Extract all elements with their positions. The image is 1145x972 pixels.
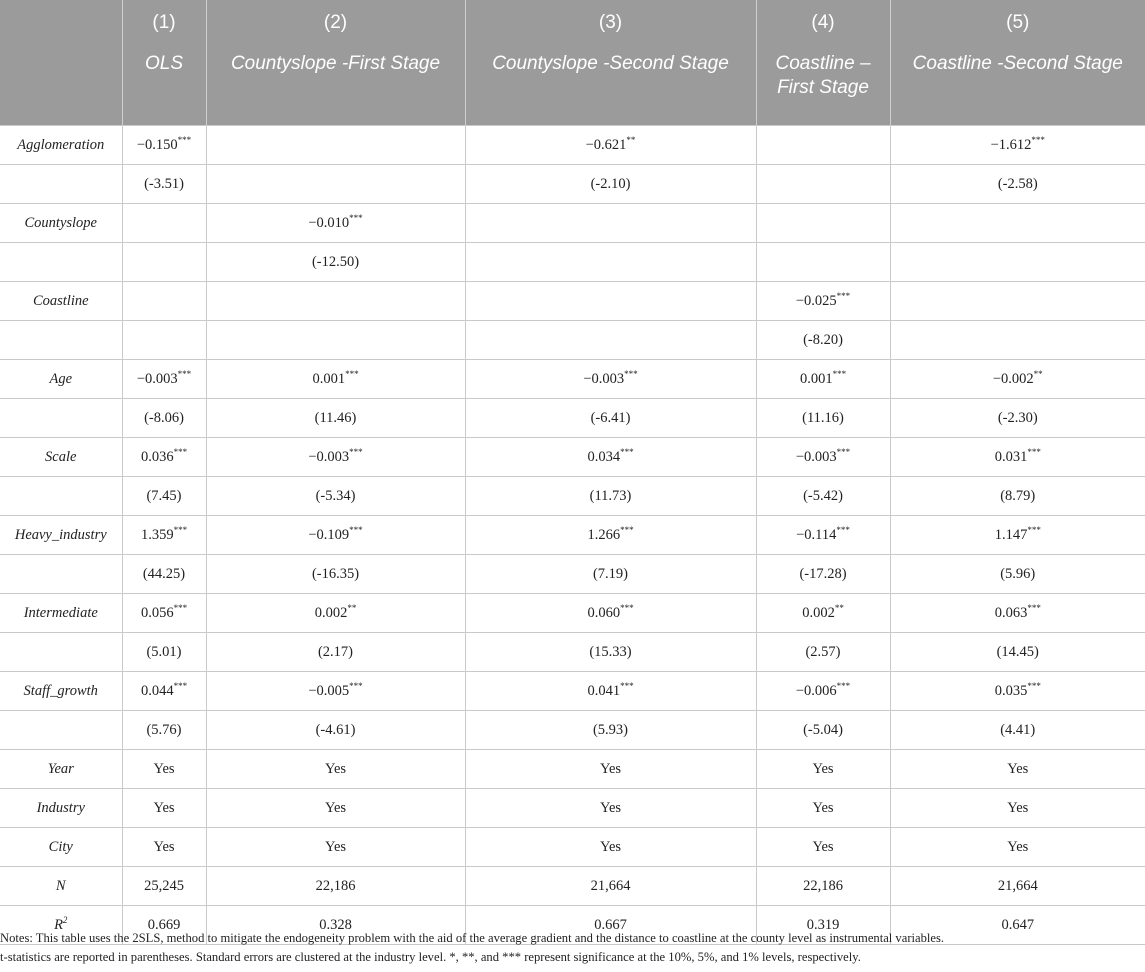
row-label (0, 477, 122, 516)
table-cell (756, 282, 890, 321)
table-cell (122, 360, 206, 399)
table-row (0, 789, 1145, 828)
table-cell (756, 360, 890, 399)
column-number-4: (4) (756, 0, 890, 42)
table-cell (206, 282, 465, 321)
table-cell: (5.96) (890, 555, 1145, 594)
coefficient-value: 0.041 (587, 682, 621, 699)
table-cell (756, 204, 890, 243)
coefficient-value: 0.056 (140, 604, 174, 621)
coefficient-value: 1.266 (587, 526, 621, 543)
table-cell: 0.669 (122, 906, 206, 945)
table-cell (122, 243, 206, 282)
table-cell (890, 516, 1145, 555)
table-cell (756, 126, 890, 165)
column-label-4: Coastline – First Stage (756, 42, 890, 126)
row-label-text: Scale (45, 448, 77, 465)
table-cell: (-16.35) (206, 555, 465, 594)
row-label (0, 399, 122, 438)
significance-stars: *** (1027, 680, 1041, 691)
table-cell: 22,186 (756, 867, 890, 906)
significance-stars: *** (173, 680, 188, 691)
significance-stars: *** (624, 368, 638, 379)
table-cell (206, 321, 465, 360)
table-cell: (2.57) (756, 633, 890, 672)
row-label-text: Heavy_industry (14, 526, 107, 543)
table-row-tstat (0, 321, 1145, 360)
significance-stars: ** (347, 602, 357, 613)
table-row-tstat (0, 399, 1145, 438)
coefficient-value: 1.359 (140, 526, 174, 543)
row-label-superscript: 2 (62, 914, 68, 925)
notes-line-1: Notes: This table uses the 2SLS, method to mitigate the endogeneity problem with the aid of the average gradient and the distance to coastline at the county level as instrumental variables. (0, 931, 945, 945)
coefficient-value: −0.002 (992, 370, 1034, 387)
table-cell (465, 516, 756, 555)
row-label-text: N (55, 877, 66, 894)
table-cell (890, 126, 1145, 165)
table-cell (122, 282, 206, 321)
row-label (0, 750, 122, 789)
table-cell (206, 165, 465, 204)
coefficient-value: 0.063 (994, 604, 1028, 621)
table-cell (206, 516, 465, 555)
table-row (0, 282, 1145, 321)
coefficient-value: 0.034 (587, 448, 621, 465)
row-label (0, 711, 122, 750)
coefficient-value: −1.612 (990, 136, 1032, 153)
table-cell: Yes (122, 789, 206, 828)
significance-stars: *** (620, 602, 634, 613)
table-cell: (14.45) (890, 633, 1145, 672)
coefficient-value: −0.010 (308, 214, 350, 231)
table-row (0, 438, 1145, 477)
row-label-text: Year (47, 760, 74, 777)
significance-stars: *** (1027, 524, 1041, 535)
table-row (0, 672, 1145, 711)
table-cell: (5.01) (122, 633, 206, 672)
table-cell: (-8.20) (756, 321, 890, 360)
row-label-text: Countyslope (24, 214, 97, 231)
table-cell: (7.19) (465, 555, 756, 594)
significance-stars: *** (349, 680, 363, 691)
table-row (0, 867, 1145, 906)
table-cell (465, 282, 756, 321)
row-label (0, 789, 122, 828)
table-cell: (-2.58) (890, 165, 1145, 204)
table-row (0, 126, 1145, 165)
table-row (0, 594, 1145, 633)
significance-stars: *** (349, 524, 363, 535)
table-cell: (-5.42) (756, 477, 890, 516)
coefficient-value: −0.109 (308, 526, 350, 543)
table-cell: (-5.34) (206, 477, 465, 516)
table-notes (0, 929, 1140, 967)
significance-stars: *** (836, 524, 850, 535)
table-cell: Yes (122, 750, 206, 789)
row-label-text: Agglomeration (17, 136, 105, 153)
table-row-tstat (0, 555, 1145, 594)
table-row (0, 828, 1145, 867)
row-label (0, 165, 122, 204)
table-cell: Yes (206, 828, 465, 867)
column-label-3: Countyslope -Second Stage (465, 42, 756, 126)
table-row-tstat (0, 633, 1145, 672)
significance-stars: *** (620, 524, 634, 535)
significance-stars: *** (1027, 446, 1041, 457)
table-cell (122, 126, 206, 165)
row-label (0, 555, 122, 594)
table-header (0, 0, 1145, 126)
table-cell: (44.25) (122, 555, 206, 594)
row-label (0, 633, 122, 672)
column-number-1: (1) (122, 0, 206, 42)
coefficient-value: 0.001 (799, 370, 833, 387)
table-cell: Yes (890, 828, 1145, 867)
significance-stars: *** (173, 602, 188, 613)
table-cell: Yes (756, 789, 890, 828)
table-cell: (-12.50) (206, 243, 465, 282)
row-label (0, 672, 122, 711)
coefficient-value: 0.002 (802, 604, 835, 621)
table-cell (206, 360, 465, 399)
coefficient-value: 0.031 (994, 448, 1028, 465)
table-cell (465, 672, 756, 711)
row-label-text: Industry (36, 799, 85, 816)
row-label-text: Staff_growth (23, 682, 98, 699)
significance-stars: *** (836, 680, 851, 691)
table-cell: (-3.51) (122, 165, 206, 204)
table-cell: (4.41) (890, 711, 1145, 750)
significance-stars: *** (620, 446, 634, 457)
table-cell (465, 126, 756, 165)
table-cell (465, 594, 756, 633)
table-cell: (-5.04) (756, 711, 890, 750)
table-row-tstat (0, 711, 1145, 750)
row-label-text: Intermediate (23, 604, 98, 621)
coefficient-value: −0.003 (583, 370, 625, 387)
table-cell (890, 243, 1145, 282)
row-label (0, 594, 122, 633)
coefficient-value: −0.003 (308, 448, 350, 465)
coefficient-value: −0.025 (795, 292, 837, 309)
table-cell: Yes (890, 750, 1145, 789)
significance-stars: *** (177, 368, 192, 379)
table-cell: 0.319 (756, 906, 890, 945)
coefficient-value: 0.060 (587, 604, 621, 621)
table-cell: 0.328 (206, 906, 465, 945)
table-cell (465, 360, 756, 399)
table-cell (756, 594, 890, 633)
row-label (0, 204, 122, 243)
notes-line-2: t-statistics are reported in parentheses. Standard errors are clustered at the industry level. *, **, and *** represent significance at the 10%, 5%, and 1% levels, respectively. (0, 950, 861, 964)
table-cell: (-17.28) (756, 555, 890, 594)
table-cell: Yes (122, 828, 206, 867)
column-label-2: Countyslope -First Stage (206, 42, 465, 126)
table-row-tstat (0, 477, 1145, 516)
coefficient-value: 0.044 (140, 682, 174, 699)
table-cell: (15.33) (465, 633, 756, 672)
table-cell (122, 516, 206, 555)
significance-stars: *** (345, 368, 359, 379)
coefficient-value: 0.036 (140, 448, 174, 465)
table-cell: (11.73) (465, 477, 756, 516)
table-cell: Yes (206, 789, 465, 828)
column-label-5: Coastline -Second Stage (890, 42, 1145, 126)
coefficient-value: −0.003 (136, 370, 178, 387)
table-cell: (11.16) (756, 399, 890, 438)
table-cell (756, 672, 890, 711)
table-cell (890, 360, 1145, 399)
table-cell (756, 165, 890, 204)
header-corner (0, 0, 122, 42)
significance-stars: *** (620, 680, 634, 691)
significance-stars: *** (1027, 602, 1041, 613)
table-cell: (8.79) (890, 477, 1145, 516)
coefficient-value: 1.147 (994, 526, 1028, 543)
table-cell (465, 243, 756, 282)
significance-stars: *** (349, 212, 363, 223)
coefficient-value: −0.114 (796, 526, 837, 543)
table-cell: 21,664 (465, 867, 756, 906)
row-label (0, 360, 122, 399)
table-cell: 25,245 (122, 867, 206, 906)
table-cell: Yes (756, 828, 890, 867)
table-cell: Yes (756, 750, 890, 789)
table-cell: 21,664 (890, 867, 1145, 906)
table-cell (890, 321, 1145, 360)
coefficient-value: −0.621 (585, 136, 627, 153)
significance-stars: *** (1031, 134, 1045, 145)
table-cell (122, 438, 206, 477)
row-label (0, 243, 122, 282)
table-cell: Yes (465, 789, 756, 828)
table-cell: (2.17) (206, 633, 465, 672)
table-cell (890, 438, 1145, 477)
table-cell (206, 672, 465, 711)
table-cell: 0.647 (890, 906, 1145, 945)
row-label (0, 321, 122, 360)
table-cell (206, 438, 465, 477)
coefficient-value: −0.006 (795, 682, 837, 699)
row-label-text: City (48, 838, 73, 855)
table-cell (206, 204, 465, 243)
row-label-text: Coastline (32, 292, 89, 309)
table-cell (756, 438, 890, 477)
significance-stars: ** (1033, 368, 1043, 379)
header-row-labels (0, 42, 1145, 126)
table-cell (122, 672, 206, 711)
table-cell (890, 282, 1145, 321)
table-body (0, 126, 1145, 945)
column-number-3: (3) (465, 0, 756, 42)
header-row-numbers (0, 0, 1145, 42)
table-cell (122, 594, 206, 633)
table-row-tstat (0, 243, 1145, 282)
table-cell: (-6.41) (465, 399, 756, 438)
table-cell (465, 438, 756, 477)
table-cell: Yes (890, 789, 1145, 828)
row-label (0, 516, 122, 555)
column-number-5: (5) (890, 0, 1145, 42)
coefficient-value: 0.001 (312, 370, 346, 387)
significance-stars: *** (349, 446, 363, 457)
table-cell (122, 321, 206, 360)
coefficient-value: 0.002 (314, 604, 348, 621)
table-cell (890, 672, 1145, 711)
significance-stars: *** (177, 134, 192, 145)
table-cell (465, 204, 756, 243)
row-label-text: Age (49, 370, 73, 387)
header-corner-label (0, 42, 122, 126)
table-cell: (-8.06) (122, 399, 206, 438)
significance-stars: *** (836, 446, 851, 457)
table-cell (756, 516, 890, 555)
table-cell: (11.46) (206, 399, 465, 438)
column-label-1: OLS (122, 42, 206, 126)
table-cell: (-2.30) (890, 399, 1145, 438)
table-cell: (-4.61) (206, 711, 465, 750)
significance-stars: *** (173, 446, 188, 457)
table-cell: (5.76) (122, 711, 206, 750)
row-label-text: R (54, 916, 63, 933)
table-row (0, 204, 1145, 243)
significance-stars: *** (836, 290, 851, 301)
table-cell (465, 321, 756, 360)
coefficient-value: −0.150 (136, 136, 178, 153)
table-cell (206, 594, 465, 633)
table-row-tstat (0, 165, 1145, 204)
table-cell: (7.45) (122, 477, 206, 516)
row-label (0, 438, 122, 477)
table-row (0, 516, 1145, 555)
table-cell (122, 204, 206, 243)
significance-stars: ** (626, 134, 636, 145)
table-cell: 22,186 (206, 867, 465, 906)
table-cell: (-2.10) (465, 165, 756, 204)
coefficient-value: −0.005 (308, 682, 350, 699)
table-cell: (5.93) (465, 711, 756, 750)
coefficient-value: −0.003 (795, 448, 837, 465)
row-label (0, 282, 122, 321)
table-cell (890, 204, 1145, 243)
table-cell (756, 243, 890, 282)
table-row (0, 360, 1145, 399)
row-label (0, 867, 122, 906)
row-label (0, 828, 122, 867)
table-cell: Yes (465, 828, 756, 867)
column-number-2: (2) (206, 0, 465, 42)
table-cell: Yes (206, 750, 465, 789)
table-row (0, 750, 1145, 789)
table-cell (890, 594, 1145, 633)
coefficient-value: 0.035 (994, 682, 1028, 699)
table-cell: Yes (465, 750, 756, 789)
table-cell: 0.667 (465, 906, 756, 945)
row-label (0, 126, 122, 165)
significance-stars: *** (832, 368, 847, 379)
significance-stars: ** (834, 602, 844, 613)
significance-stars: *** (173, 524, 188, 535)
table-cell (206, 126, 465, 165)
